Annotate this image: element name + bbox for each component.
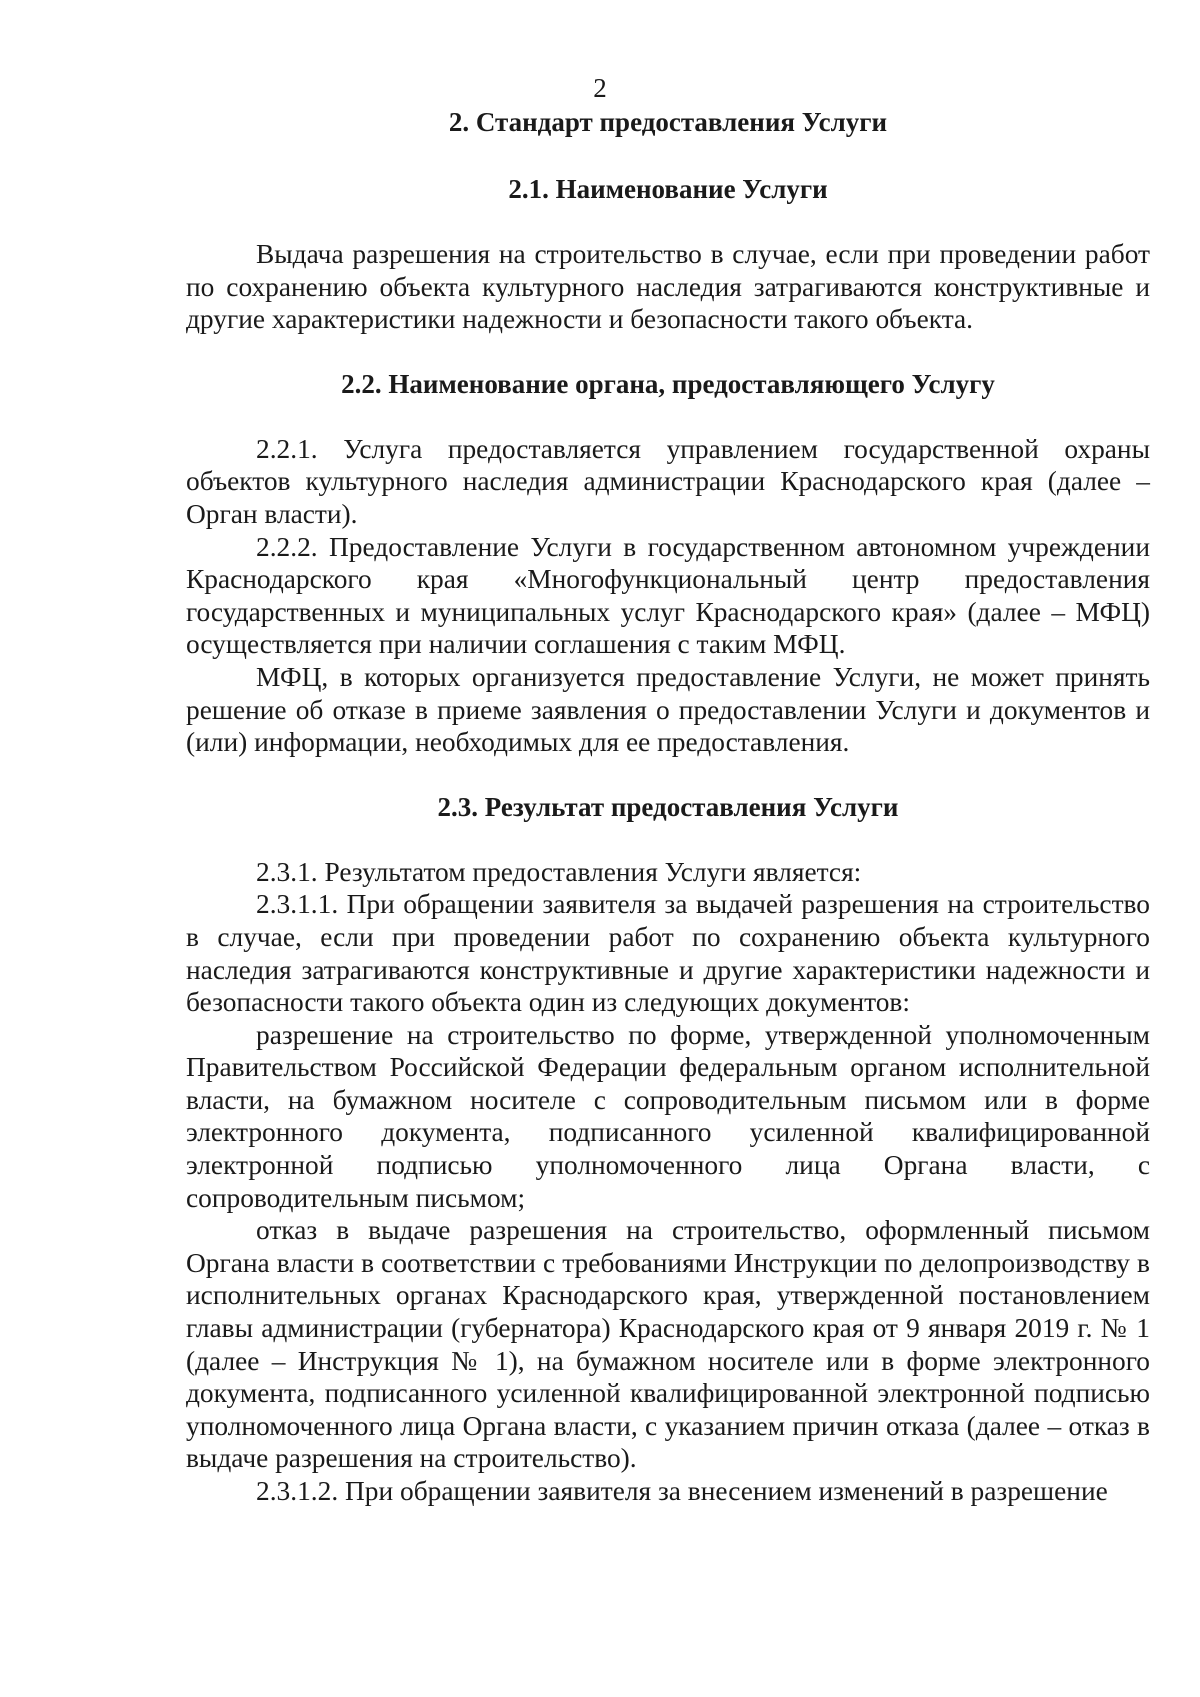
spacer	[186, 759, 1150, 791]
paragraph: Выдача разрешения на строительство в случае, если при проведении работ по сохранению объекта культурного наследия затрагиваются конструктивные и другие характеристики надежности и безопасности такого объекта.	[186, 239, 1150, 335]
page-number: 2	[593, 73, 607, 103]
paragraph: 2.2.2. Предоставление Услуги в государственном автономном учреждении Краснодарского края «Многофункциональный центр предоставления государственных и муниципальных услуг Краснодарского края» (далее – МФЦ) осуществляется при наличии соглашения с таким МФЦ.	[186, 531, 1150, 660]
paragraph: 2.2.1. Услуга предоставляется управлением государственной охраны объектов культурного наследия администрации Краснодарского края (далее – Орган власти).	[186, 433, 1150, 529]
paragraph: 2.3.1. Результатом предоставления Услуги является:	[256, 856, 862, 887]
subsection-title-2-3: 2.3. Результат предоставления Услуги	[437, 791, 899, 822]
document-body	[186, 106, 1150, 1508]
section-title: 2. Стандарт предоставления Услуги	[448, 107, 888, 137]
paragraph: отказ в выдаче разрешения на строительство, оформленный письмом Органа власти в соответствии с требованиями Инструкции по делопроизводству в исполнительных органах Краснодарского края, утвержденной постановлением главы администрации (губернатора) Краснодарского края от 9 января 2019 г. № 1 (далее – Инструкция № 1), на бумажном носителе или в форме электронного документа, подписанного усиленной квалифицированной электронной подписью уполномоченного лица Органа власти, с указанием причин отказа (далее – отказ в выдаче разрешения на строительство).	[186, 1215, 1150, 1474]
paragraph: 2.3.1.2. При обращении заявителя за внесением изменений в разрешение	[256, 1476, 1108, 1506]
subsection-title-2-2: 2.2. Наименование органа, предоставляющего Услугу	[341, 368, 995, 399]
paragraph: 2.3.1.1. При обращении заявителя за выдачей разрешения на строительство в случае, если при проведении работ по сохранению объекта культурного наследия затрагиваются конструктивные и другие характеристики надежности и безопасности такого объекта один из следующих документов:	[186, 889, 1150, 1018]
spacer	[186, 336, 1150, 368]
paragraph: разрешение на строительство по форме, утвержденной уполномоченным Правительством Российской Федерации федеральным органом исполнительной власти, на бумажном носителе с сопроводительным письмом или в форме электронного документа, подписанного усиленной квалифицированной электронной подписью уполномоченного лица Органа власти, с сопроводительным письмом;	[186, 1019, 1150, 1213]
paragraph: МФЦ, в которых организуется предоставление Услуги, не может принять решение об отказе в приеме заявления о предоставлении Услуги и документов и (или) информации, необходимых для ее предоставления.	[186, 661, 1150, 758]
subsection-title-2-1: 2.1. Наименование Услуги	[508, 174, 828, 204]
